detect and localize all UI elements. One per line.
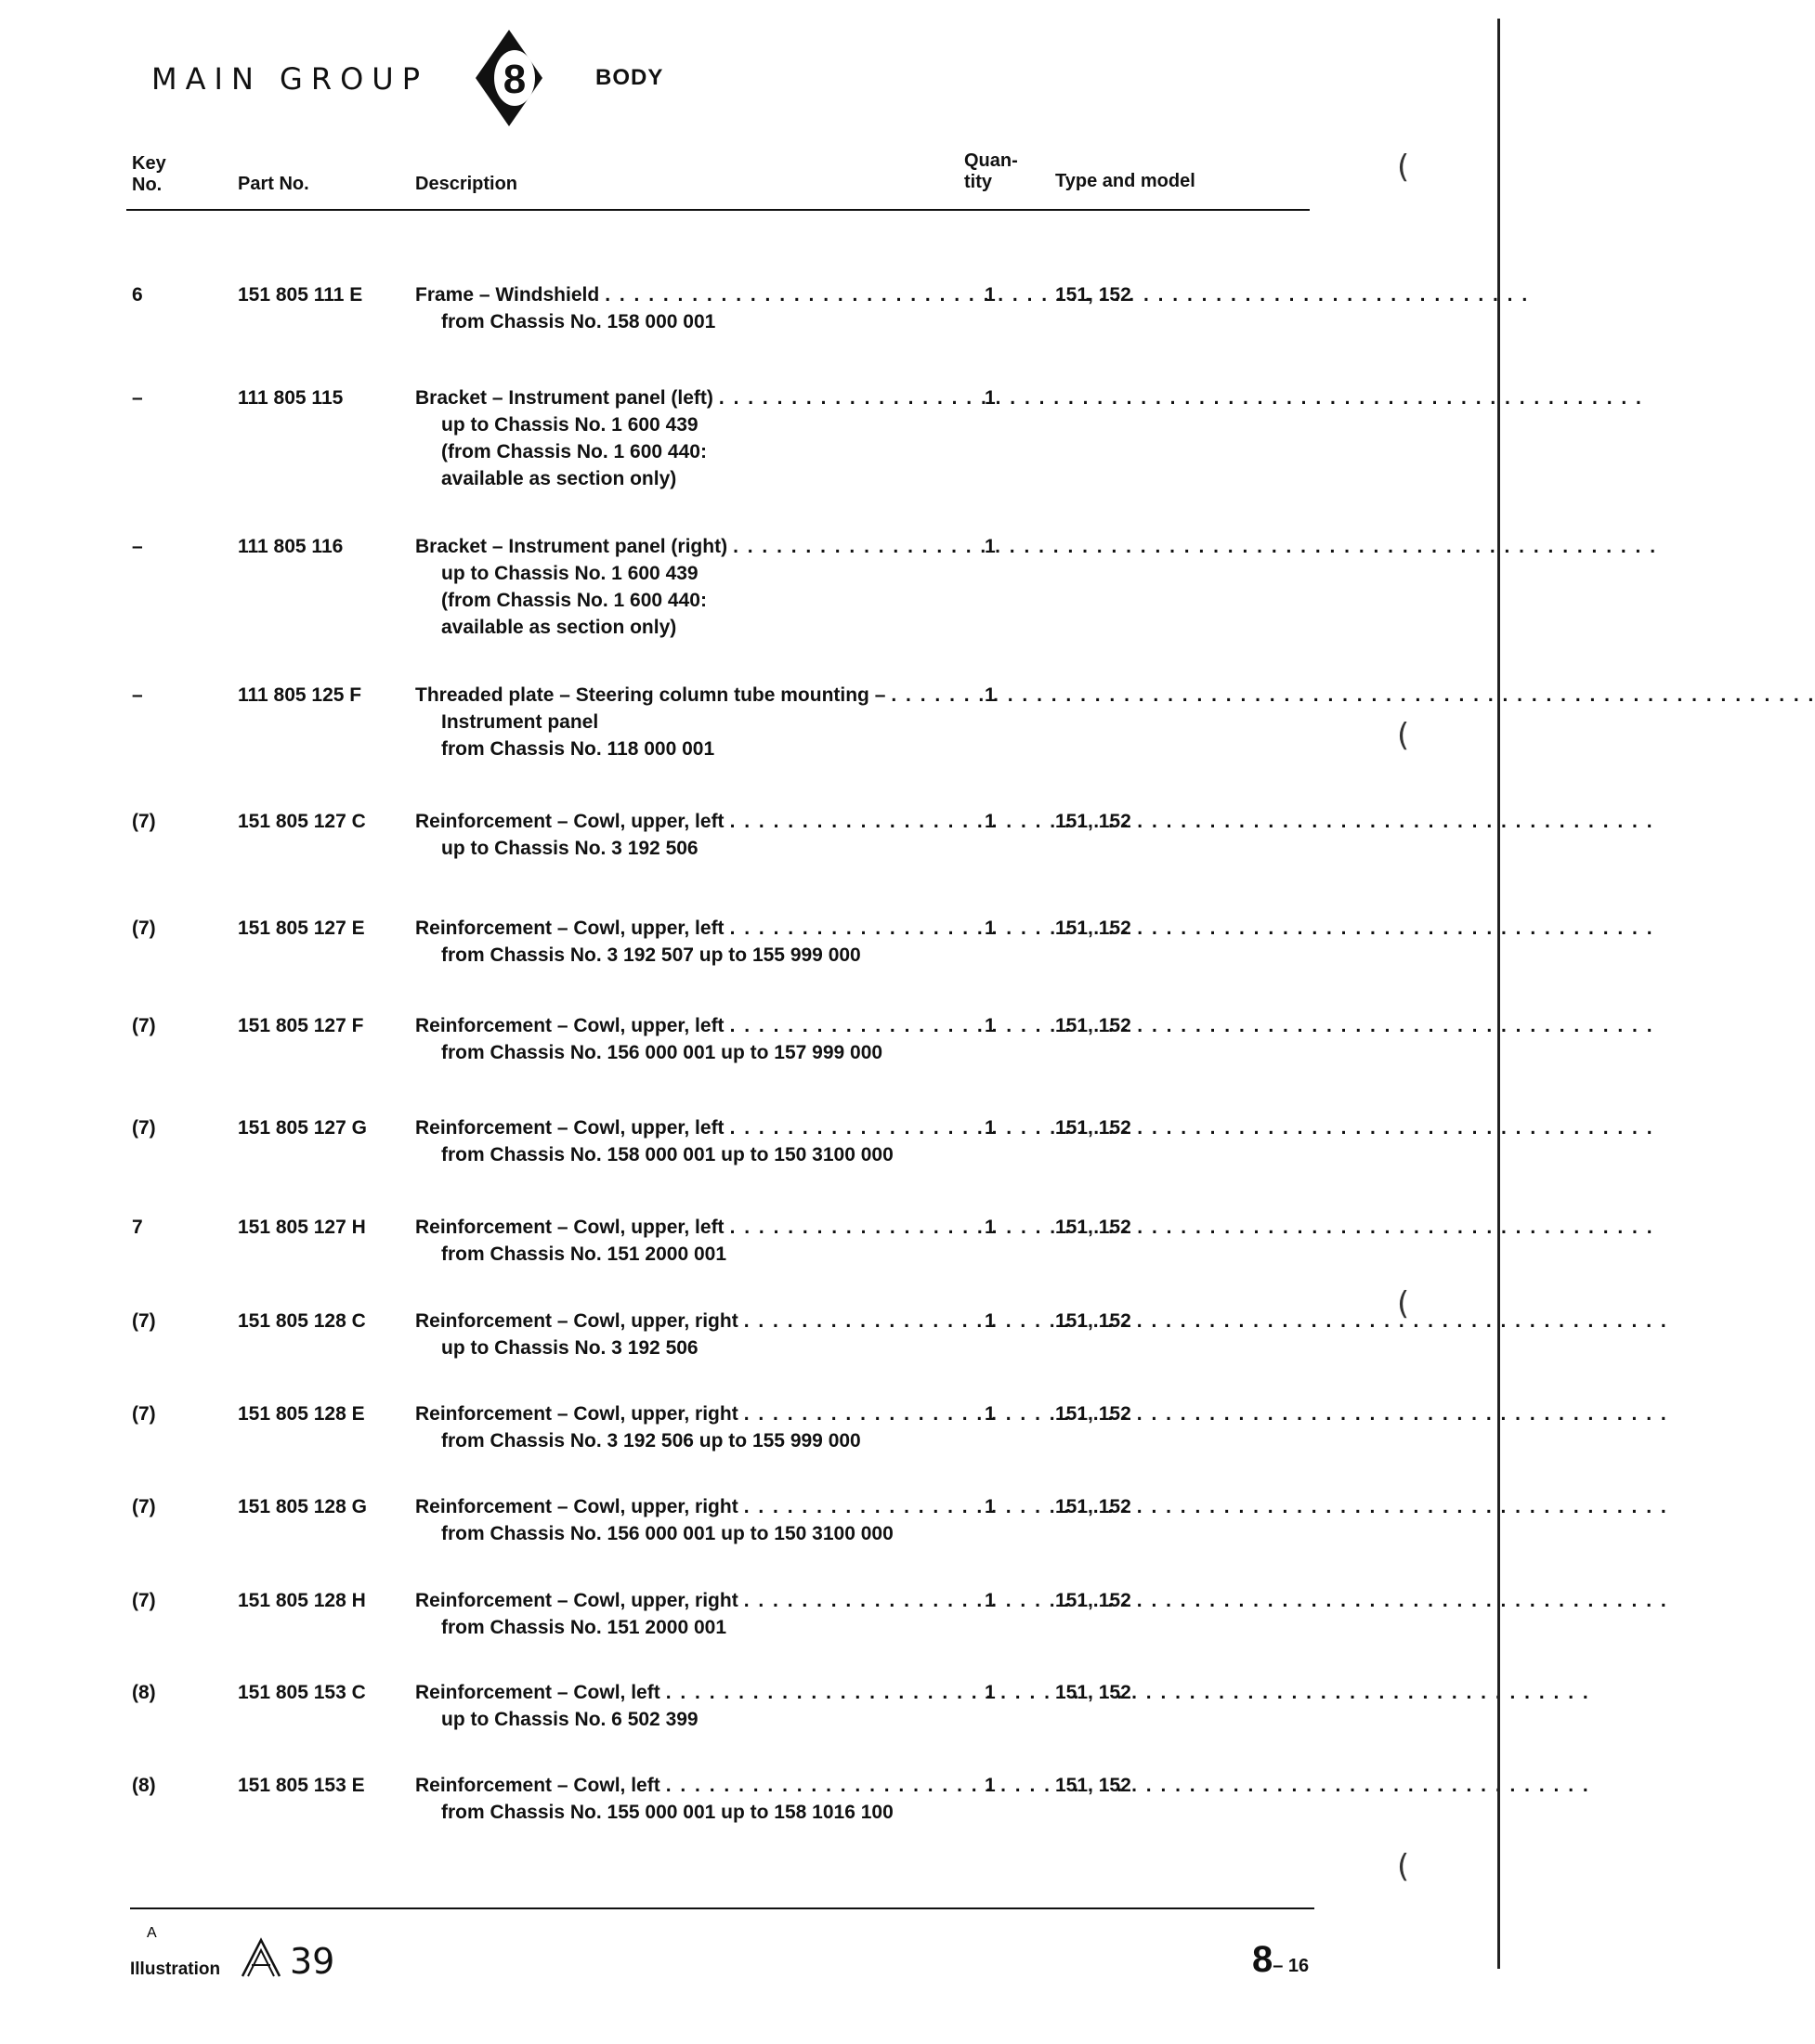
description bbox=[415, 1679, 954, 1733]
scan-mark: ( bbox=[1397, 1848, 1410, 1885]
quantity: 1 bbox=[985, 284, 996, 306]
description-text: Bracket – Instrument panel (left) bbox=[415, 387, 713, 409]
description-text: Reinforcement – Cowl, left bbox=[415, 1682, 660, 1703]
description bbox=[415, 281, 954, 335]
part-number: 151 805 153 E bbox=[238, 1775, 365, 1796]
description-main-line bbox=[415, 915, 954, 942]
description bbox=[415, 915, 954, 969]
description bbox=[415, 533, 954, 641]
description bbox=[415, 1114, 954, 1168]
description bbox=[415, 1214, 954, 1268]
quantity: 1 bbox=[985, 1496, 996, 1517]
type-model: 151, 152 bbox=[1055, 1590, 1131, 1611]
leader-dots bbox=[744, 1493, 1668, 1520]
key-number: (8) bbox=[132, 1682, 156, 1703]
leader-dots bbox=[891, 682, 1815, 709]
leader-dots bbox=[719, 384, 1643, 411]
description-main-line bbox=[415, 1400, 954, 1427]
key-number: (7) bbox=[132, 1590, 156, 1611]
description-detail: up to Chassis No. 1 600 439 bbox=[441, 563, 699, 584]
part-number: 111 805 125 F bbox=[238, 684, 362, 706]
footer-divider bbox=[130, 1907, 1314, 1909]
quantity: 1 bbox=[985, 1217, 996, 1238]
key-number: 7 bbox=[132, 1217, 143, 1238]
description-main-line bbox=[415, 281, 954, 308]
description bbox=[415, 1772, 954, 1826]
leader-dots bbox=[744, 1308, 1668, 1334]
quantity: 1 bbox=[985, 1310, 996, 1332]
key-number: (7) bbox=[132, 1015, 156, 1036]
description-main-line bbox=[415, 808, 954, 835]
binding-edge bbox=[1497, 19, 1500, 1969]
key-number: (7) bbox=[132, 1310, 156, 1332]
leader-dots bbox=[744, 1587, 1668, 1614]
column-header-quantity: Quan- tity bbox=[964, 150, 1018, 192]
description-main-line bbox=[415, 384, 954, 411]
quantity: 1 bbox=[985, 1117, 996, 1139]
group-number: 8 bbox=[503, 57, 527, 102]
description-main-line bbox=[415, 533, 954, 560]
description bbox=[415, 384, 954, 492]
leader-dots bbox=[730, 1214, 1654, 1241]
description bbox=[415, 1587, 954, 1641]
key-number: (7) bbox=[132, 811, 156, 832]
description-text: Reinforcement – Cowl, upper, left bbox=[415, 1015, 725, 1036]
scan-mark: ( bbox=[1397, 149, 1410, 186]
part-number: 151 805 127 C bbox=[238, 811, 366, 832]
description-detail: up to Chassis No. 3 192 506 bbox=[441, 1337, 699, 1359]
group-number-badge bbox=[472, 26, 546, 130]
quantity: 1 bbox=[985, 387, 996, 409]
quantity: 1 bbox=[985, 1590, 996, 1611]
part-number: 111 805 115 bbox=[238, 387, 344, 409]
illustration-number: 39 bbox=[290, 1941, 335, 1982]
quantity: 1 bbox=[985, 1015, 996, 1036]
key-number: (7) bbox=[132, 918, 156, 939]
description-main-line bbox=[415, 682, 954, 709]
description-detail: (from Chassis No. 1 600 440: bbox=[441, 590, 707, 611]
quantity: 1 bbox=[985, 684, 996, 706]
key-number: (7) bbox=[132, 1117, 156, 1139]
part-number: 151 805 128 C bbox=[238, 1310, 366, 1332]
type-model: 151, 152 bbox=[1055, 1682, 1131, 1703]
leader-dots bbox=[730, 1012, 1654, 1039]
description-detail: from Chassis No. 151 2000 001 bbox=[441, 1617, 727, 1638]
section-title: BODY bbox=[595, 65, 664, 90]
column-header-part-no: Part No. bbox=[238, 174, 309, 194]
description-detail: Instrument panel bbox=[441, 711, 599, 733]
part-number: 151 805 111 E bbox=[238, 284, 363, 306]
description-main-line bbox=[415, 1308, 954, 1334]
page-number-sub: – 16 bbox=[1273, 1956, 1310, 1976]
part-number: 151 805 127 E bbox=[238, 918, 365, 939]
description-main-line bbox=[415, 1114, 954, 1141]
description bbox=[415, 682, 954, 762]
type-model: 151, 152 bbox=[1055, 1310, 1131, 1332]
description-text: Reinforcement – Cowl, upper, left bbox=[415, 811, 725, 832]
group-badge-icon bbox=[472, 26, 546, 130]
leader-dots bbox=[733, 533, 1657, 560]
description-detail: up to Chassis No. 3 192 506 bbox=[441, 838, 699, 859]
part-number: 151 805 127 H bbox=[238, 1217, 366, 1238]
description-text: Threaded plate – Steering column tube mounting – bbox=[415, 684, 886, 706]
type-model: 151, 152 bbox=[1055, 1403, 1131, 1425]
leader-dots bbox=[730, 915, 1654, 942]
quantity: 1 bbox=[985, 811, 996, 832]
key-number: (7) bbox=[132, 1496, 156, 1517]
key-number: – bbox=[132, 536, 143, 557]
description-main-line bbox=[415, 1214, 954, 1241]
page-number bbox=[1252, 1939, 1309, 1981]
description-text: Bracket – Instrument panel (right) bbox=[415, 536, 728, 557]
page-number-main: 8 bbox=[1252, 1939, 1273, 1980]
description bbox=[415, 1400, 954, 1454]
description-main-line bbox=[415, 1679, 954, 1706]
description-detail: from Chassis No. 151 2000 001 bbox=[441, 1243, 727, 1265]
scan-mark: ( bbox=[1397, 1285, 1410, 1322]
type-model: 151, 152 bbox=[1055, 1015, 1131, 1036]
type-model: 151, 152 bbox=[1055, 1496, 1131, 1517]
part-number: 151 805 128 G bbox=[238, 1496, 367, 1517]
description-detail: from Chassis No. 3 192 507 up to 155 999 000 bbox=[441, 944, 861, 966]
quantity: 1 bbox=[985, 1682, 996, 1703]
part-number: 151 805 153 C bbox=[238, 1682, 366, 1703]
description-text: Reinforcement – Cowl, upper, right bbox=[415, 1310, 738, 1332]
type-model: 151, 152 bbox=[1055, 1775, 1131, 1796]
type-model: 151, 152 bbox=[1055, 918, 1131, 939]
header-divider bbox=[126, 209, 1310, 211]
description-detail: from Chassis No. 156 000 001 up to 157 999 000 bbox=[441, 1042, 883, 1063]
description bbox=[415, 808, 954, 862]
description-main-line bbox=[415, 1772, 954, 1799]
part-number: 151 805 127 F bbox=[238, 1015, 364, 1036]
key-number: – bbox=[132, 387, 143, 409]
description-main-line bbox=[415, 1587, 954, 1614]
quantity: 1 bbox=[985, 1403, 996, 1425]
description-text: Reinforcement – Cowl, upper, left bbox=[415, 1117, 725, 1139]
description-main-line bbox=[415, 1493, 954, 1520]
description-text: Reinforcement – Cowl, upper, left bbox=[415, 918, 725, 939]
main-group-label: MAIN GROUP bbox=[151, 61, 428, 97]
description-detail: from Chassis No. 156 000 001 up to 150 3100 000 bbox=[441, 1523, 894, 1544]
description-text: Reinforcement – Cowl, upper, left bbox=[415, 1217, 725, 1238]
description-detail: up to Chassis No. 1 600 439 bbox=[441, 414, 699, 436]
scan-mark: ( bbox=[1397, 717, 1410, 754]
leader-dots bbox=[730, 1114, 1654, 1141]
description-text: Reinforcement – Cowl, left bbox=[415, 1775, 660, 1796]
quantity: 1 bbox=[985, 918, 996, 939]
description-text: Reinforcement – Cowl, upper, right bbox=[415, 1496, 738, 1517]
key-number: – bbox=[132, 684, 143, 706]
description-text: Reinforcement – Cowl, upper, right bbox=[415, 1403, 738, 1425]
type-model: 151, 152 bbox=[1055, 1117, 1131, 1139]
part-number: 151 805 128 H bbox=[238, 1590, 366, 1611]
part-number: 151 805 127 G bbox=[238, 1117, 367, 1139]
key-number: (7) bbox=[132, 1403, 156, 1425]
type-model: 151, 152 bbox=[1055, 811, 1131, 832]
description-detail: available as section only) bbox=[441, 617, 677, 638]
part-number: 111 805 116 bbox=[238, 536, 344, 557]
key-number: (8) bbox=[132, 1775, 156, 1796]
description-detail: from Chassis No. 3 192 506 up to 155 999 000 bbox=[441, 1430, 861, 1452]
quantity: 1 bbox=[985, 1775, 996, 1796]
description-detail: (from Chassis No. 1 600 440: bbox=[441, 441, 707, 462]
part-number: 151 805 128 E bbox=[238, 1403, 365, 1425]
description-text: Frame – Windshield bbox=[415, 284, 600, 306]
type-model: 151, 152 bbox=[1055, 1217, 1131, 1238]
leader-dots bbox=[744, 1400, 1668, 1427]
description-detail: available as section only) bbox=[441, 468, 677, 489]
description bbox=[415, 1012, 954, 1066]
column-header-description: Description bbox=[415, 174, 518, 194]
column-header-key-no: Key No. bbox=[132, 153, 166, 195]
description-detail: from Chassis No. 155 000 001 up to 158 1016 100 bbox=[441, 1802, 894, 1823]
column-header-type-model: Type and model bbox=[1055, 171, 1195, 191]
description-detail: from Chassis No. 158 000 001 up to 150 3100 000 bbox=[441, 1144, 894, 1165]
description-detail: from Chassis No. 118 000 001 bbox=[441, 738, 715, 760]
quantity: 1 bbox=[985, 536, 996, 557]
description-main-line bbox=[415, 1012, 954, 1039]
description bbox=[415, 1493, 954, 1547]
illustration-label: Illustration bbox=[130, 1959, 221, 1979]
key-number: 6 bbox=[132, 284, 143, 306]
description bbox=[415, 1308, 954, 1361]
type-model: 151, 152 bbox=[1055, 284, 1131, 306]
illustration-letter: A bbox=[147, 1925, 157, 1941]
description-detail: up to Chassis No. 6 502 399 bbox=[441, 1709, 699, 1730]
description-detail: from Chassis No. 158 000 001 bbox=[441, 311, 716, 332]
leader-dots bbox=[730, 808, 1654, 835]
description-text: Reinforcement – Cowl, upper, right bbox=[415, 1590, 738, 1611]
